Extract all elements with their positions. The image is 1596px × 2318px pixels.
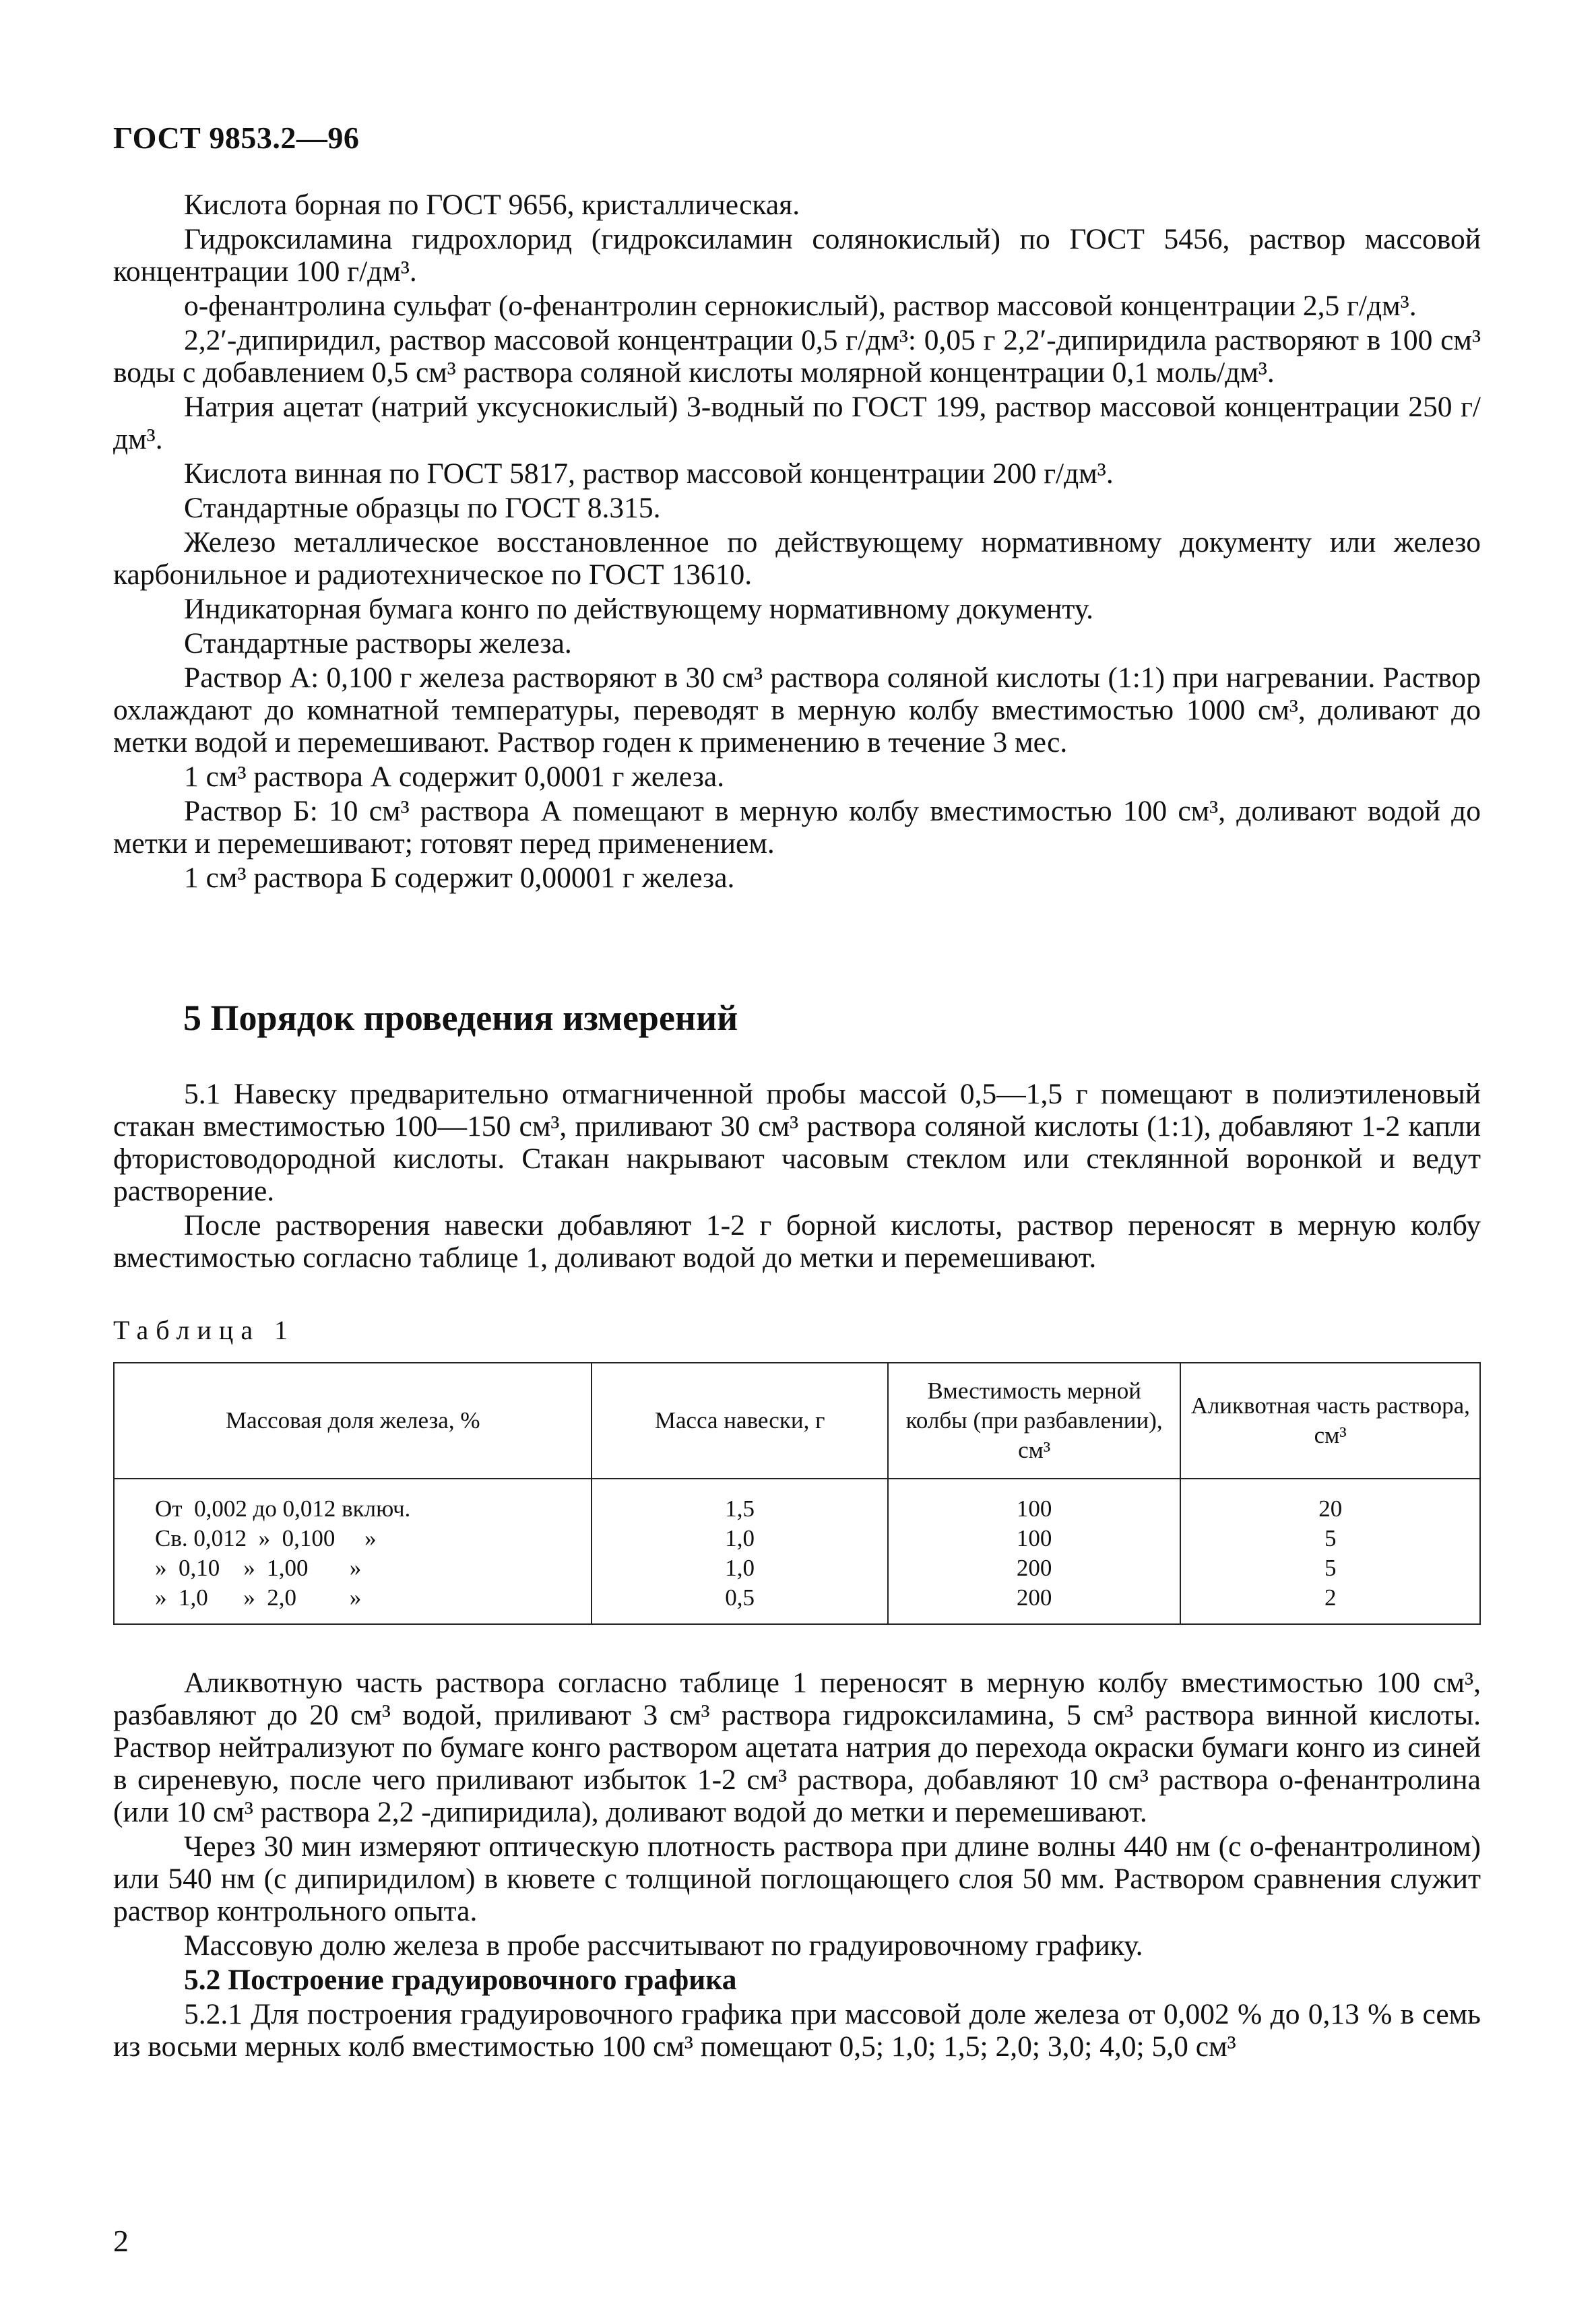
- table-header-row: [114, 1363, 1480, 1479]
- paragraph: Стандартные образцы по ГОСТ 8.315.: [184, 492, 661, 524]
- paragraph: Раствор А: 0,100 г железа растворяют в 30 см³ раствора соляной кислоты (1:1) при нагревании. Раствор охлаждают до комнатной температуры, переводят в мерную колбу вместимостью 1000 см³, доливают до метки водой и перемешивают. Раствор годен к применению в течение 3 мес.: [113, 662, 1481, 759]
- paragraph: Раствор Б: 10 см³ раствора А помещают в мерную колбу вместимостью 100 см³, доливают водой до метки и перемешивают; готовят перед применением.: [113, 795, 1481, 860]
- table-cell: 200: [1016, 1555, 1052, 1581]
- paragraph: Через 30 мин измеряют оптическую плотность раствора при длине волны 440 нм (с о-фенантролином) или 540 нм (с дипиридилом) в кювете с толщиной поглощающего слоя 50 мм. Раствором сравнения служит раствор контрольного опыта.: [113, 1830, 1481, 1927]
- table-cell: 1,0: [725, 1525, 755, 1551]
- paragraph: 2,2′-дипиридил, раствор массовой концентрации 0,5 г/дм³: 0,05 г 2,2′-дипиридила растворяют в 100 см³ воды с добавлением 0,5 см³ раствора соляной кислоты молярной концентрации 0,1 моль/дм³.: [113, 324, 1481, 389]
- table-cell: 5: [1324, 1555, 1337, 1581]
- table-caption: Таблица 1: [113, 1315, 296, 1345]
- paragraph: Массовую долю железа в пробе рассчитывают по градуировочному графику.: [184, 1929, 1143, 1962]
- iron-fraction-cell: [114, 1479, 592, 1624]
- paragraph: 1 см³ раствора А содержит 0,0001 г железа.: [184, 761, 725, 793]
- paragraph: Натрия ацетат (натрий уксуснокислый) 3-водный по ГОСТ 199, раствор массовой концентрации 250 г/дм³.: [113, 391, 1481, 455]
- paragraph: 5.1 Навеску предварительно отмагниченной пробы массой 0,5—1,5 г помещают в полиэтиленовый стакан вместимостью 100—150 см³, приливают 30 см³ раствора соляной кислоты (1:1), добавляют 1-2 капли фтористоводородной кислоты. Стакан накрывают часовым стеклом или стеклянной воронкой и ведут растворение.: [113, 1078, 1481, 1207]
- table-cell: От 0,002 до 0,012 включ.: [155, 1495, 411, 1522]
- table-row: [114, 1479, 1480, 1624]
- subsection-5-2-title: 5.2 Построение градуировочного графика: [184, 1964, 737, 1996]
- table-cell: 1,5: [725, 1495, 755, 1522]
- header-aliquot: Аликвотная часть раствора, см³: [1180, 1363, 1480, 1479]
- reagents-list: [113, 189, 1481, 894]
- sample-mass-cell: [592, 1479, 887, 1624]
- table-cell: 0,5: [725, 1584, 755, 1611]
- paragraph: о-фенантролина сульфат (о-фенантролин сернокислый), раствор массовой концентрации 2,5 г/дм³.: [184, 290, 1417, 322]
- paragraph: Индикаторная бумага конго по действующему нормативному документу.: [184, 593, 1094, 625]
- table-cell: 1,0: [725, 1555, 755, 1581]
- flask-volume-cell: [888, 1479, 1181, 1624]
- paragraph: После растворения навески добавляют 1-2 г борной кислоты, раствор переносят в мерную колбу вместимостью согласно таблице 1, доливают водой до метки и перемешивают.: [113, 1209, 1481, 1274]
- measurement-procedure-text: [113, 1667, 1481, 2063]
- paragraph: Стандартные растворы железа.: [184, 627, 572, 659]
- page-number: 2: [113, 2224, 129, 2258]
- paragraph: Гидроксиламина гидрохлорид (гидроксиламин солянокислый) по ГОСТ 5456, раствор массовой концентрации 100 г/дм³.: [113, 223, 1481, 288]
- section-5-title: 5 Порядок проведения измерений: [183, 998, 738, 1038]
- table-cell: » 1,0 » 2,0 »: [155, 1584, 362, 1611]
- table-cell: 100: [1016, 1525, 1052, 1551]
- table-1: [113, 1362, 1481, 1625]
- paragraph: 1 см³ раствора Б содержит 0,00001 г железа.: [184, 862, 735, 894]
- table-cell: 20: [1318, 1495, 1343, 1522]
- table-cell: 5: [1324, 1525, 1337, 1551]
- table-cell: Св. 0,012 » 0,100 »: [155, 1525, 377, 1551]
- table-cell: 200: [1016, 1584, 1052, 1611]
- paragraph: Аликвотную часть раствора согласно таблице 1 переносят в мерную колбу вместимостью 100 см³, разбавляют до 20 см³ водой, приливают 3 см³ раствора гидроксиламина, 5 см³ раствора винной кислоты. Раствор нейтрализуют по бумаге конго раствором ацетата натрия до перехода окраски бумаги конго из синей в сиреневую, после чего приливают избыток 1-2 см³ раствора, добавляют 10 см³ раствора о-фенантролина (или 10 см³ раствора 2,2 -дипиридила), доливают водой до метки и перемешивают.: [113, 1667, 1481, 1828]
- section-5-1-text: [113, 1078, 1481, 1274]
- paragraph: Железо металлическое восстановленное по действующему нормативному документу или железо карбонильное и радиотехническое по ГОСТ 13610.: [113, 526, 1481, 591]
- header-sample-mass: Масса навески, г: [592, 1363, 887, 1479]
- aliquot-cell: [1180, 1479, 1480, 1624]
- table-cell: 2: [1324, 1584, 1337, 1611]
- paragraph: Кислота борная по ГОСТ 9656, кристаллическая.: [184, 189, 800, 221]
- header-iron-fraction: Массовая доля железа, %: [114, 1363, 592, 1479]
- header-flask-volume: Вместимость мерной колбы (при разбавлении), см³: [888, 1363, 1181, 1479]
- paragraph: 5.2.1 Для построения градуировочного графика при массовой доле железа от 0,002 % до 0,13 % в семь из восьми мерных колб вместимостью 100 см³ помещают 0,5; 1,0; 1,5; 2,0; 3,0; 4,0; 5,0 см³: [113, 1998, 1481, 2063]
- paragraph: Кислота винная по ГОСТ 5817, раствор массовой концентрации 200 г/дм³.: [184, 457, 1114, 490]
- table-cell: 100: [1016, 1495, 1052, 1522]
- table-cell: » 0,10 » 1,00 »: [155, 1555, 362, 1581]
- document-code-header: ГОСТ 9853.2—96: [113, 121, 360, 155]
